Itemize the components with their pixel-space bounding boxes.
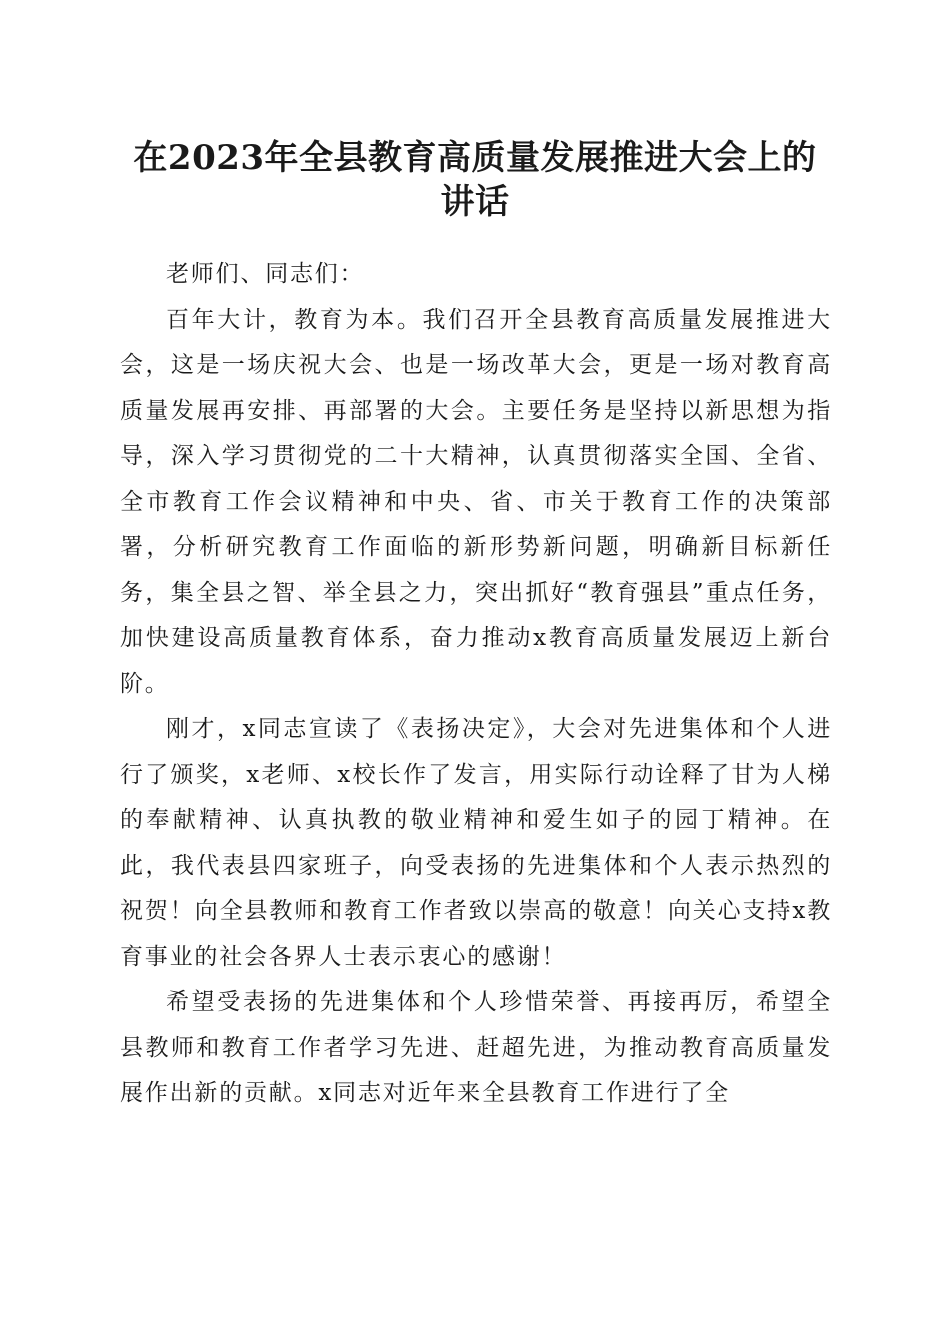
document-title xyxy=(100,136,850,224)
paragraph-2: 刚才，x同志宣读了《表扬决定》，大会对先进集体和个人进行了颁奖，x老师、x校长作了发言，用实际行动诠释了甘为人梯的奉献精神、认真执教的敬业精神和爱生如子的园丁精神。在此，我代表县四家班子，向受表扬的先进集体和个人表示热烈的祝贺！向全县教师和教育工作者致以崇高的敬意！向关心支持x教育事业的社会各界人士表示衷心的感谢！ xyxy=(120,716,832,970)
title-line-2: 讲话 xyxy=(440,182,510,222)
paragraph-1: 百年大计，教育为本。我们召开全县教育高质量发展推进大会，这是一场庆祝大会、也是一场改革大会，更是一场对教育高质量发展再安排、再部署的大会。主要任务是坚持以新思想为指导，深入学习贯彻党的二十大精神，认真贯彻落实全国、全省、全市教育工作会议精神和中央、省、市关于教育工作的决策部署，分析研究教育工作面临的新形势新问题，明确新目标新任务，集全县之智、举全县之力，突出抓好“教育强县”重点任务，加快建设高质量教育体系，奋力推动x教育高质量发展迈上新台阶。 xyxy=(120,306,832,697)
document-body xyxy=(120,252,832,1117)
title-line-1: 在2023年全县教育高质量发展推进大会上的 xyxy=(133,138,817,178)
paragraph-3: 希望受表扬的先进集体和个人珍惜荣誉、再接再厉，希望全县教师和教育工作者学习先进、赶超先进，为推动教育高质量发展作出新的贡献。x同志对近年来全县教育工作进行了全 xyxy=(120,989,832,1106)
salutation: 老师们、同志们： xyxy=(166,261,365,287)
